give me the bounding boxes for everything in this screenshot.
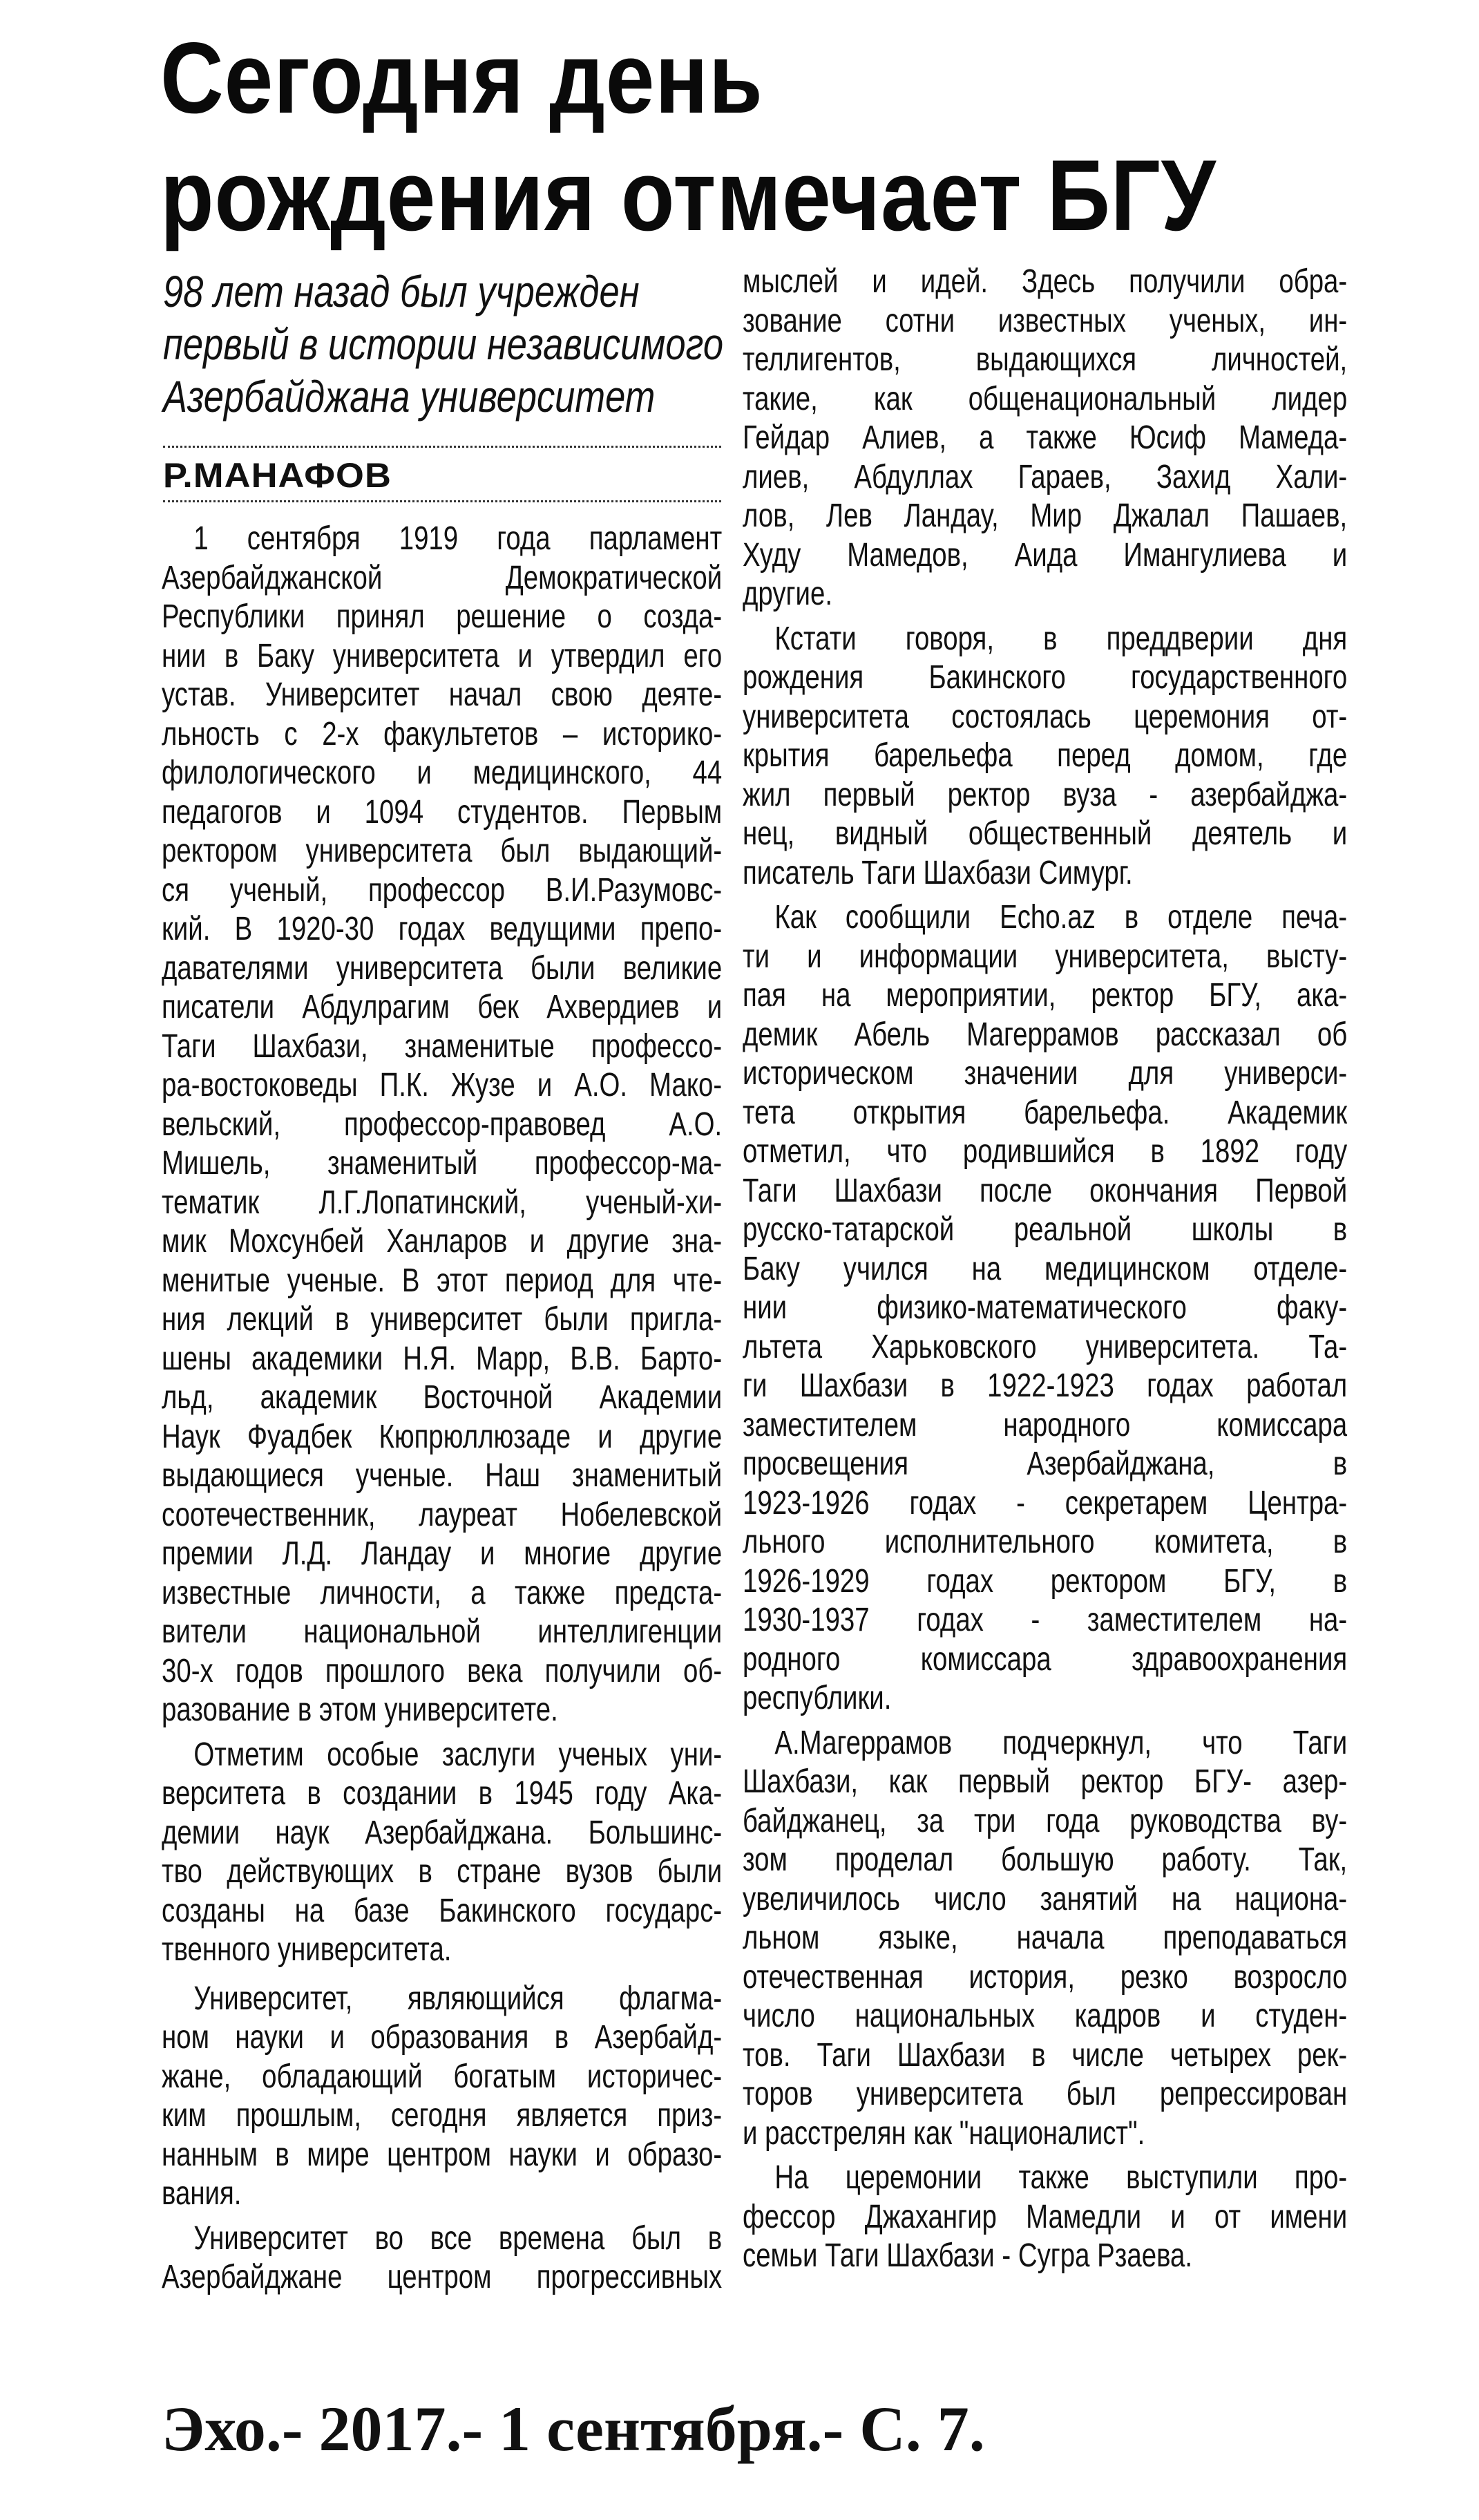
text-line: верситета в создании в 1945 году Ака-	[162, 1775, 723, 1812]
text-line: Шахбази, как первый ректор БГУ- азер-	[743, 1763, 1348, 1800]
paragraph	[162, 520, 722, 1730]
text-line: заместителем народного комиссара	[743, 1406, 1348, 1443]
text-line: Мишель, знаменитый профессор-ма-	[162, 1145, 723, 1182]
text-column-right	[743, 263, 1347, 2282]
text-line: фессор Джахангир Мамедли и от имени	[743, 2198, 1348, 2235]
text-line: выдающиеся ученые. Наш знаменитый	[162, 1457, 723, 1494]
text-line: премии Л.Д. Ландау и многие другие	[162, 1535, 723, 1572]
text-line: нец, видный общественный деятель и	[743, 815, 1348, 852]
text-line: 1 сентября 1919 года парламент	[193, 520, 723, 557]
byline-rule-top	[163, 446, 721, 448]
text-line: давателями университета были великие	[162, 949, 723, 987]
text-line: 30-х годов прошлого века получили об-	[162, 1652, 723, 1689]
text-line: отечественная история, резко возросло	[743, 1958, 1348, 1996]
text-line: такие, как общенациональный лидер	[743, 380, 1348, 417]
text-line: родного комиссара здравоохранения	[743, 1640, 1348, 1678]
text-line: байджанец, за три года руководства ву-	[743, 1802, 1348, 1839]
title-line: Сегодня день	[160, 21, 763, 134]
text-line: На церемонии также выступили про-	[774, 2159, 1348, 2196]
text-line: соотечественник, лауреат Нобелевской	[162, 1496, 723, 1533]
text-line: льном языке, начала преподаваться	[743, 1920, 1348, 1956]
text-line: рождения Бакинского государственного	[743, 659, 1348, 696]
text-line: Кстати говоря, в преддверии дня	[774, 620, 1348, 657]
paragraph	[743, 263, 1347, 614]
text-line: Азербайджане центром прогрессивных	[162, 2259, 723, 2295]
text-line: вители национальной интеллигенции	[162, 1613, 723, 1650]
text-line: ги Шахбази в 1922-1923 годах работал	[743, 1367, 1348, 1404]
text-line: республики.	[743, 1680, 892, 1716]
text-line: Наук Фуадбек Кюпрюллюзаде и другие	[162, 1418, 723, 1455]
text-line: известные личности, а также предста-	[162, 1574, 723, 1611]
text-line: филологического и медицинского, 44	[162, 755, 723, 791]
text-line: отметил, что родившийся в 1892 году	[743, 1133, 1348, 1170]
text-line: писатель Таги Шахбази Симург.	[743, 854, 1133, 891]
article-subtitle	[163, 265, 724, 423]
text-line: семьи Таги Шахбази - Сугра Рзаева.	[743, 2237, 1193, 2274]
text-line: число национальных кадров и студен-	[743, 1998, 1348, 2034]
text-line: ра-востоковеды П.К. Жузе и А.О. Мако-	[162, 1067, 723, 1103]
text-line: вельский, профессор-правовед А.О.	[162, 1106, 723, 1143]
text-line: ния лекций в университет были пригла-	[162, 1301, 723, 1338]
text-line: ти и информации университета, высту-	[743, 938, 1348, 975]
source-citation: Эхо.- 2017.- 1 сентября.- С. 7.	[162, 2394, 985, 2464]
text-line: жане, обладающий богатым историчес-	[162, 2058, 723, 2095]
text-line: Баку учился на медицинском отделе-	[743, 1250, 1348, 1287]
text-line: 1926-1929 годах ректором БГУ, в	[743, 1562, 1348, 1600]
text-line: Университет во все времена был в	[193, 2219, 723, 2257]
article-title	[160, 19, 1302, 254]
text-line: мыслей и идей. Здесь получили обра-	[743, 263, 1348, 300]
text-line: А.Магеррамов подчеркнул, что Таги	[774, 1724, 1348, 1761]
paragraph	[162, 1736, 722, 1970]
text-line: и расстрелян как "националист".	[743, 2114, 1145, 2152]
text-line: зом проделал большую работу. Так,	[743, 1841, 1348, 1878]
text-line: льтета Харьковского университета. Та-	[743, 1328, 1348, 1365]
text-line: ном науки и образования в Азербайд-	[162, 2019, 723, 2056]
text-line: Таги Шахбази после окончания Первой	[743, 1172, 1348, 1209]
text-line: ся ученый, профессор В.И.Разумовс-	[162, 871, 723, 909]
text-line: кий. В 1920-30 годах ведущими препо-	[162, 911, 723, 947]
text-line: лиев, Абдуллах Гараев, Захид Хали-	[743, 458, 1348, 495]
text-line: писатели Абдулрагим бек Ахвердиев и	[162, 989, 723, 1025]
text-line: педагогов и 1094 студентов. Первым	[162, 793, 723, 831]
text-line: нии физико-математического факу-	[743, 1289, 1348, 1326]
subtitle-line: Азербайджана университет	[163, 372, 656, 421]
text-line: теллигентов, выдающихся личностей,	[743, 341, 1348, 378]
text-line: тов. Таги Шахбази в числе четырех рек-	[743, 2036, 1348, 2074]
text-line: демии наук Азербайджана. Большинс-	[162, 1814, 723, 1851]
text-line: Отметим особые заслуги ученых уни-	[193, 1736, 723, 1773]
text-line: нанным в мире центром науки и образо-	[162, 2136, 723, 2173]
text-line: торов университета был репрессирован	[743, 2076, 1348, 2112]
text-line: жил первый ректор вуза - азербайджа-	[743, 776, 1348, 813]
text-line: 1923-1926 годах - секретарем Центра-	[743, 1484, 1348, 1522]
text-line: университета состоялась церемония от-	[743, 698, 1348, 735]
text-line: тематик Л.Г.Лопатинский, ученый-хи-	[162, 1184, 723, 1221]
text-line: твенного университета.	[162, 1931, 452, 1968]
text-line: ректором университета был выдающий-	[162, 833, 723, 869]
text-line: льного исполнительного комитета, в	[743, 1524, 1348, 1560]
text-line: мик Мохсунбей Ханларов и другие зна-	[162, 1223, 723, 1260]
paragraph	[743, 2159, 1347, 2276]
text-line: нии в Баку университета и утвердил его	[162, 637, 723, 674]
text-line: Таги Шахбази, знаменитые профессо-	[162, 1027, 723, 1065]
text-line: шены академики Н.Я. Марр, В.В. Барто-	[162, 1340, 723, 1377]
text-line: менитые ученые. В этот период для чте-	[162, 1262, 723, 1299]
paragraph	[743, 620, 1347, 893]
text-line: просвещения Азербайджана, в	[743, 1446, 1348, 1482]
text-line: увеличилось число занятий на национа-	[743, 1880, 1348, 1917]
text-line: тво действующих в стране вузов были	[162, 1853, 723, 1890]
text-line: Худу Мамедов, Аида Имангулиева и	[743, 536, 1348, 574]
text-line: историческом значении для универси-	[743, 1055, 1348, 1092]
text-line: вания.	[162, 2175, 242, 2212]
text-line: демик Абель Магеррамов рассказал об	[743, 1016, 1348, 1053]
paragraph	[743, 898, 1347, 1718]
paragraph	[743, 1724, 1347, 2154]
text-line: русско-татарской реальной школы в	[743, 1211, 1348, 1248]
text-line: 1930-1937 годах - заместителем на-	[743, 1602, 1348, 1638]
text-line: пая на мероприятии, ректор БГУ, ака-	[743, 977, 1348, 1014]
author-byline: Р.МАНАФОВ	[163, 456, 392, 495]
text-line: Гейдар Алиев, а также Юсиф Мамеда-	[743, 419, 1348, 456]
text-line: льд, академик Восточной Академии	[162, 1379, 723, 1416]
subtitle-line: 98 лет назад был учрежден	[163, 267, 640, 316]
text-line: крытия барельефа перед домом, где	[743, 737, 1348, 774]
byline-rule-bottom	[163, 500, 721, 502]
text-line: льность с 2-х факультетов – историко-	[162, 715, 723, 752]
text-line: устав. Университет начал свою деяте-	[162, 676, 723, 713]
text-line: Республики принял решение о созда-	[162, 598, 723, 635]
paragraph	[162, 2219, 722, 2298]
text-line: тета открытия барельефа. Академик	[743, 1094, 1348, 1131]
text-line: лов, Лев Ландау, Мир Джалал Пашаев,	[743, 498, 1348, 534]
text-line: созданы на базе Бакинского государс-	[162, 1892, 723, 1929]
text-line: другие.	[743, 576, 833, 612]
paragraph	[162, 1980, 722, 2214]
text-line: Азербайджанской Демократической	[162, 559, 723, 596]
text-line: зование сотни известных ученых, ин-	[743, 302, 1348, 339]
text-line: Как сообщили Echo.az в отделе печа-	[774, 899, 1348, 936]
subtitle-line: первый в истории независимого	[163, 319, 724, 369]
text-line: Университет, являющийся флагма-	[193, 1980, 723, 2017]
text-column-left	[162, 520, 722, 2303]
title-line: рождения отмечает БГУ	[160, 139, 1216, 252]
text-line: разование в этом университете.	[162, 1692, 558, 1728]
text-line: ким прошлым, сегодня является приз-	[162, 2097, 723, 2134]
